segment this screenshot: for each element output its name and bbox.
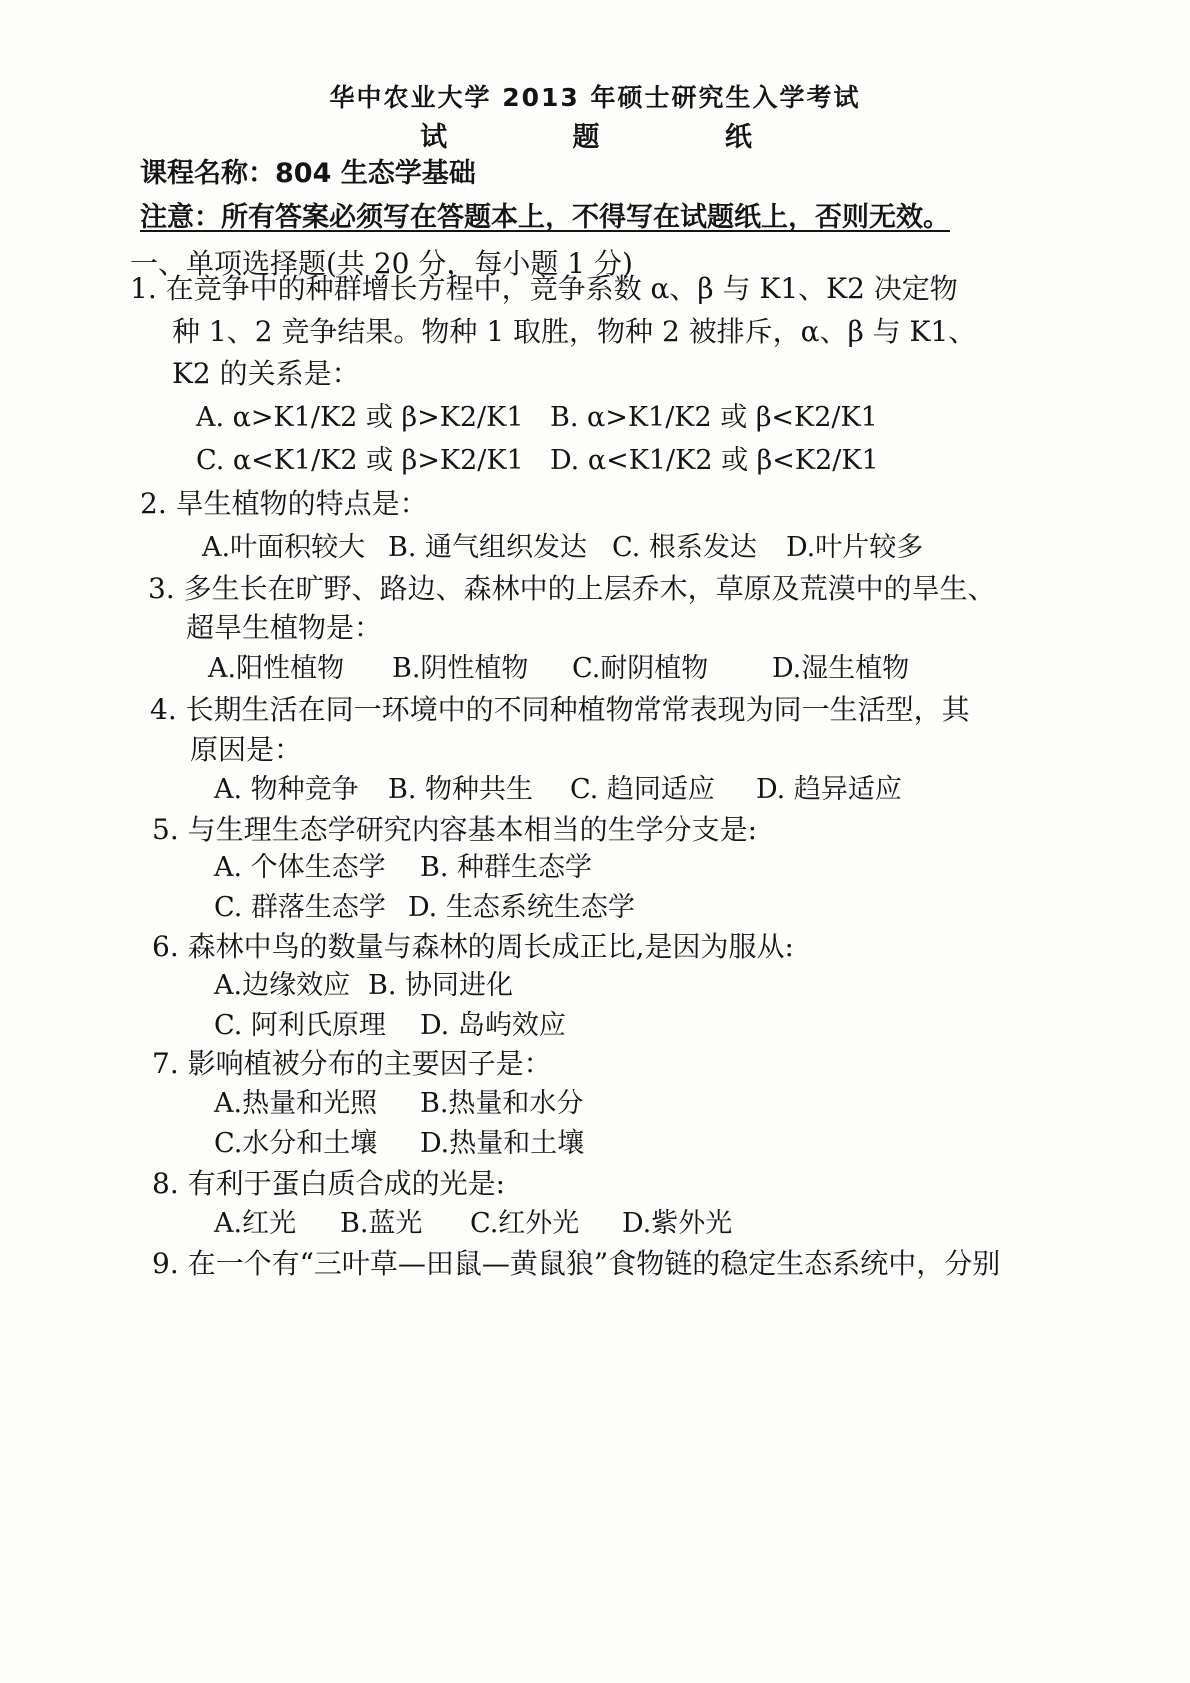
question-7-option-d: D.热量和土壤 (420, 1128, 585, 1159)
question-6-line-1: 6. 森林中鸟的数量与森林的周长成正比,是因为服从: (152, 930, 794, 963)
question-5-option-a: A. 个体生态学 (214, 852, 386, 883)
question-3-option-c: C.耐阴植物 (572, 653, 709, 684)
question-4-line-2: 原因是： (190, 733, 303, 766)
question-8-option-a: A.红光 (214, 1208, 297, 1239)
course-name: 课程名称：804 生态学基础 (140, 158, 476, 189)
question-6-option-b: B. 协同进化 (368, 970, 514, 1001)
notice: 注意：所有答案必须写在答题本上，不得写在试题纸上，否则无效。 (140, 202, 950, 233)
question-8-option-c: C.红外光 (470, 1208, 580, 1239)
question-1-line-3: K2 的关系是： (172, 357, 360, 390)
question-6-option-d: D. 岛屿效应 (420, 1010, 566, 1041)
question-1-line-2: 种 1、2 竞争结果。物种 1 取胜，物种 2 被排斥，α、β 与 K1、 (172, 315, 977, 348)
question-8-line-1: 8. 有利于蛋白质合成的光是: (152, 1167, 506, 1200)
question-3-option-a: A.阳性植物 (208, 653, 345, 684)
question-2-option-d: D.叶片较多 (786, 532, 924, 563)
exam-title: 华中农业大学 2013 年硕士研究生入学考试 (329, 83, 861, 112)
question-4-option-a: A. 物种竞争 (214, 774, 359, 805)
question-7-option-b: B.热量和水分 (420, 1088, 584, 1119)
question-6-option-a: A.边缘效应 (214, 970, 351, 1001)
question-4-option-d: D. 趋异适应 (756, 774, 902, 805)
question-1-option-a: A. α>K1/K2 或 β>K2/K1 (196, 402, 524, 433)
question-1-option-d: D. α<K1/K2 或 β<K2/K1 (550, 445, 879, 476)
question-1-option-b: B. α>K1/K2 或 β<K2/K1 (550, 402, 878, 433)
question-8-option-b: B.蓝光 (340, 1208, 423, 1239)
section-heading: 一、单项选择题(共 20 分，每小题 1 分) (130, 247, 633, 280)
question-3-option-b: B.阴性植物 (392, 653, 529, 684)
question-5-option-b: B. 种群生态学 (420, 852, 593, 883)
question-6-option-c: C. 阿利氏原理 (214, 1010, 386, 1041)
sheet-title: 试 题 纸 (420, 122, 790, 153)
question-2-option-c: C. 根系发达 (612, 532, 757, 563)
question-7-option-a: A.热量和光照 (214, 1088, 378, 1119)
question-5-option-d: D. 生态系统生态学 (408, 892, 635, 923)
question-2-line-1: 2. 旱生植物的特点是： (140, 487, 428, 520)
question-2-option-a: A.叶面积较大 (202, 532, 366, 563)
question-5-option-c: C. 群落生态学 (214, 892, 386, 923)
question-1-line-1: 1. 在竞争中的种群增长方程中，竞争系数 α、β 与 K1、K2 决定物 (130, 272, 958, 305)
question-3-line-1: 3. 多生长在旷野、路边、森林中的上层乔木，草原及荒漠中的旱生、 (148, 572, 996, 605)
question-3-line-2: 超旱生植物是： (186, 611, 383, 644)
question-7-option-c: C.水分和土壤 (214, 1128, 378, 1159)
question-7-line-1: 7. 影响植被分布的主要因子是： (152, 1047, 552, 1080)
question-1-option-c: C. α<K1/K2 或 β>K2/K1 (196, 445, 524, 476)
question-5-line-1: 5. 与生理生态学研究内容基本相当的生学分支是: (152, 813, 758, 846)
question-9-line-1: 9. 在一个有“三叶草—田鼠—黄鼠狼”食物链的稳定生态系统中，分别 (152, 1247, 1001, 1280)
question-4-line-1: 4. 长期生活在同一环境中的不同种植物常常表现为同一生活型，其 (150, 693, 970, 726)
question-4-option-b: B. 物种共生 (388, 774, 534, 805)
question-4-option-c: C. 趋同适应 (570, 774, 715, 805)
question-3-option-d: D.湿生植物 (772, 653, 910, 684)
question-2-option-b: B. 通气组织发达 (388, 532, 588, 563)
question-8-option-d: D.紫外光 (622, 1208, 733, 1239)
